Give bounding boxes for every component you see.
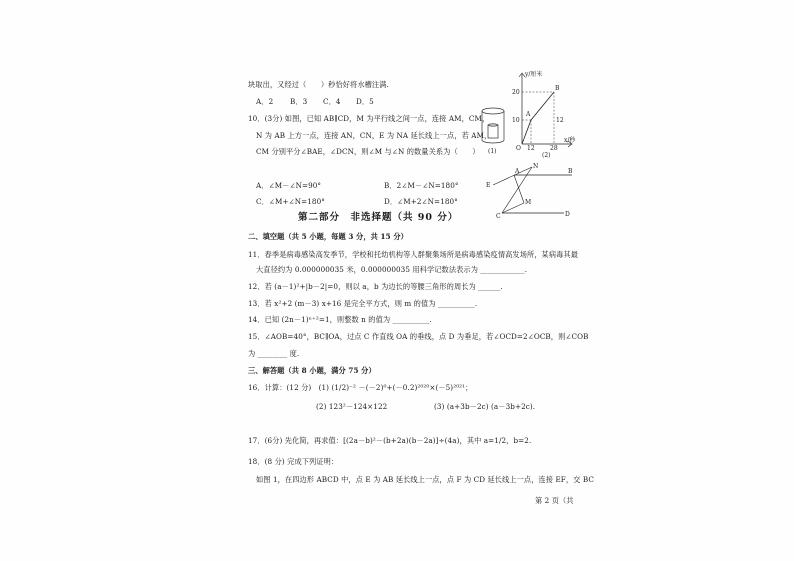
q10-option-d: D．∠M+2∠N=180° bbox=[384, 197, 458, 206]
q18-body: 如图 1，在四边形 ABCD 中，点 E 为 AB 延长线上一点，点 F 为 CD 延长线上一点，连接 EF，交 BC bbox=[256, 475, 594, 484]
q16-part1: 16．计算：(12 分) (1) (1/2)⁻² －(－2)⁰+(－0.2)²⁰²⁰×(－5)²⁰²¹； bbox=[248, 383, 473, 392]
graph-point-b: B bbox=[555, 85, 560, 92]
fig1-caption: (1) bbox=[488, 148, 497, 155]
q15-line1: 15．∠AOB=40°，BC∥OA，过点 C 作直线 OA 的垂线，点 D 为垂足，若∠OCD=2∠OCB，则∠COB bbox=[248, 332, 589, 341]
q13: 13．若 x²+2 (m－3) x+16 是完全平方式，则 m 的值为 __________. bbox=[248, 299, 478, 308]
line-am bbox=[514, 175, 524, 203]
q14: 14．已知 (2n－1)ⁿ⁺²=1，则整数 n 的值为 __________. bbox=[248, 315, 432, 324]
graph-y-label: y/厘米 bbox=[525, 71, 543, 78]
q10-option-a: A．∠M－∠N=90° bbox=[256, 181, 322, 190]
q9-tail: 块取出，又经过（ ）秒恰好将水槽注满. bbox=[248, 80, 389, 89]
q9-option-b: B．3 bbox=[290, 97, 308, 106]
q10-option-b: B．2∠M－∠N=180° bbox=[384, 181, 459, 190]
label-m: M bbox=[525, 199, 532, 206]
graph-x-tick-28: 28 bbox=[550, 145, 558, 152]
label-n: N bbox=[533, 163, 539, 170]
graph-x-tick-12: 12 bbox=[527, 145, 535, 152]
label-d: D bbox=[565, 211, 570, 218]
tank-figure bbox=[478, 106, 510, 154]
iron-block bbox=[488, 125, 498, 138]
q18: 18．(8 分) 完成下列证明： bbox=[248, 457, 339, 466]
q10-option-c: C．∠M+∠N=180° bbox=[256, 197, 325, 206]
q9-option-d: D．5 bbox=[356, 97, 374, 106]
q9-option-a: A．2 bbox=[256, 97, 274, 106]
q10-line1: 10．(3分) 如图，已知 AB∥CD，M 为平行线之间一点，连接 AM，CM， bbox=[248, 114, 490, 123]
graph-y-tick-20: 20 bbox=[512, 89, 520, 96]
fig2-caption: (2) bbox=[542, 152, 551, 159]
graph-origin: O bbox=[516, 145, 521, 152]
water-level-graph bbox=[510, 70, 582, 159]
graph-y-tick-10: 10 bbox=[512, 117, 520, 124]
q15-line2: 为 ________ 度. bbox=[248, 349, 300, 358]
graph-x-label: x/秒 bbox=[564, 137, 576, 144]
q12: 12．若 (a－1)²+|b－2|=0，则以 a，b 为边长的等腰三角形的周长为 ______. bbox=[248, 282, 503, 291]
graph-point-a: A bbox=[526, 111, 531, 118]
label-c: C bbox=[496, 213, 501, 220]
tank-top-rim bbox=[482, 108, 504, 114]
label-e: E bbox=[486, 182, 491, 189]
q10-line3: CM 分别平分∠BAE，∠DCN，则∠M 与∠N 的数量关系为（ ） bbox=[256, 147, 480, 156]
label-b: B bbox=[568, 168, 573, 175]
part2-title: 第二部分 非选择题（共 90 分） bbox=[298, 212, 459, 223]
graph-side-12: 12 bbox=[556, 117, 564, 124]
label-a: A bbox=[515, 168, 520, 175]
water-level-line bbox=[522, 92, 554, 144]
parallel-lines-figure bbox=[486, 164, 576, 220]
q9-option-c: C．4 bbox=[323, 97, 341, 106]
section3-heading: 三、解答题（共 8 小题，满分 75 分） bbox=[248, 366, 376, 375]
page-footer: 第 2 页（共 bbox=[535, 496, 574, 505]
q16-part3: (3) (a+3b－2c) (a－3b+2c). bbox=[434, 402, 536, 411]
section2-heading: 二、填空题（共 5 小题，每题 3 分，共 15 分） bbox=[248, 232, 408, 241]
q11-line1: 11．春季是病毒感染高发季节，学校和托幼机构等人群聚集场所是病毒感染疫情高发场所，某病毒其最 bbox=[248, 250, 579, 259]
q17: 17．(6分) 先化简，再求值：[(2a－b)²－(b+2a)(b－2a)]÷(4a)，其中 a=1/2，b=2. bbox=[248, 436, 532, 445]
q10-line2: N 为 AB 上方一点，连接 AN，CN，E 为 NA 延长线上一点，若 AM， bbox=[256, 131, 492, 140]
q11-line2: 大直径约为 0.000000035 米，0.000000035 用科学记数法表示为 ____________. bbox=[256, 265, 528, 274]
tank-bottom-rim bbox=[482, 140, 504, 143]
q16-part2: (2) 123²－124×122 bbox=[316, 402, 388, 411]
